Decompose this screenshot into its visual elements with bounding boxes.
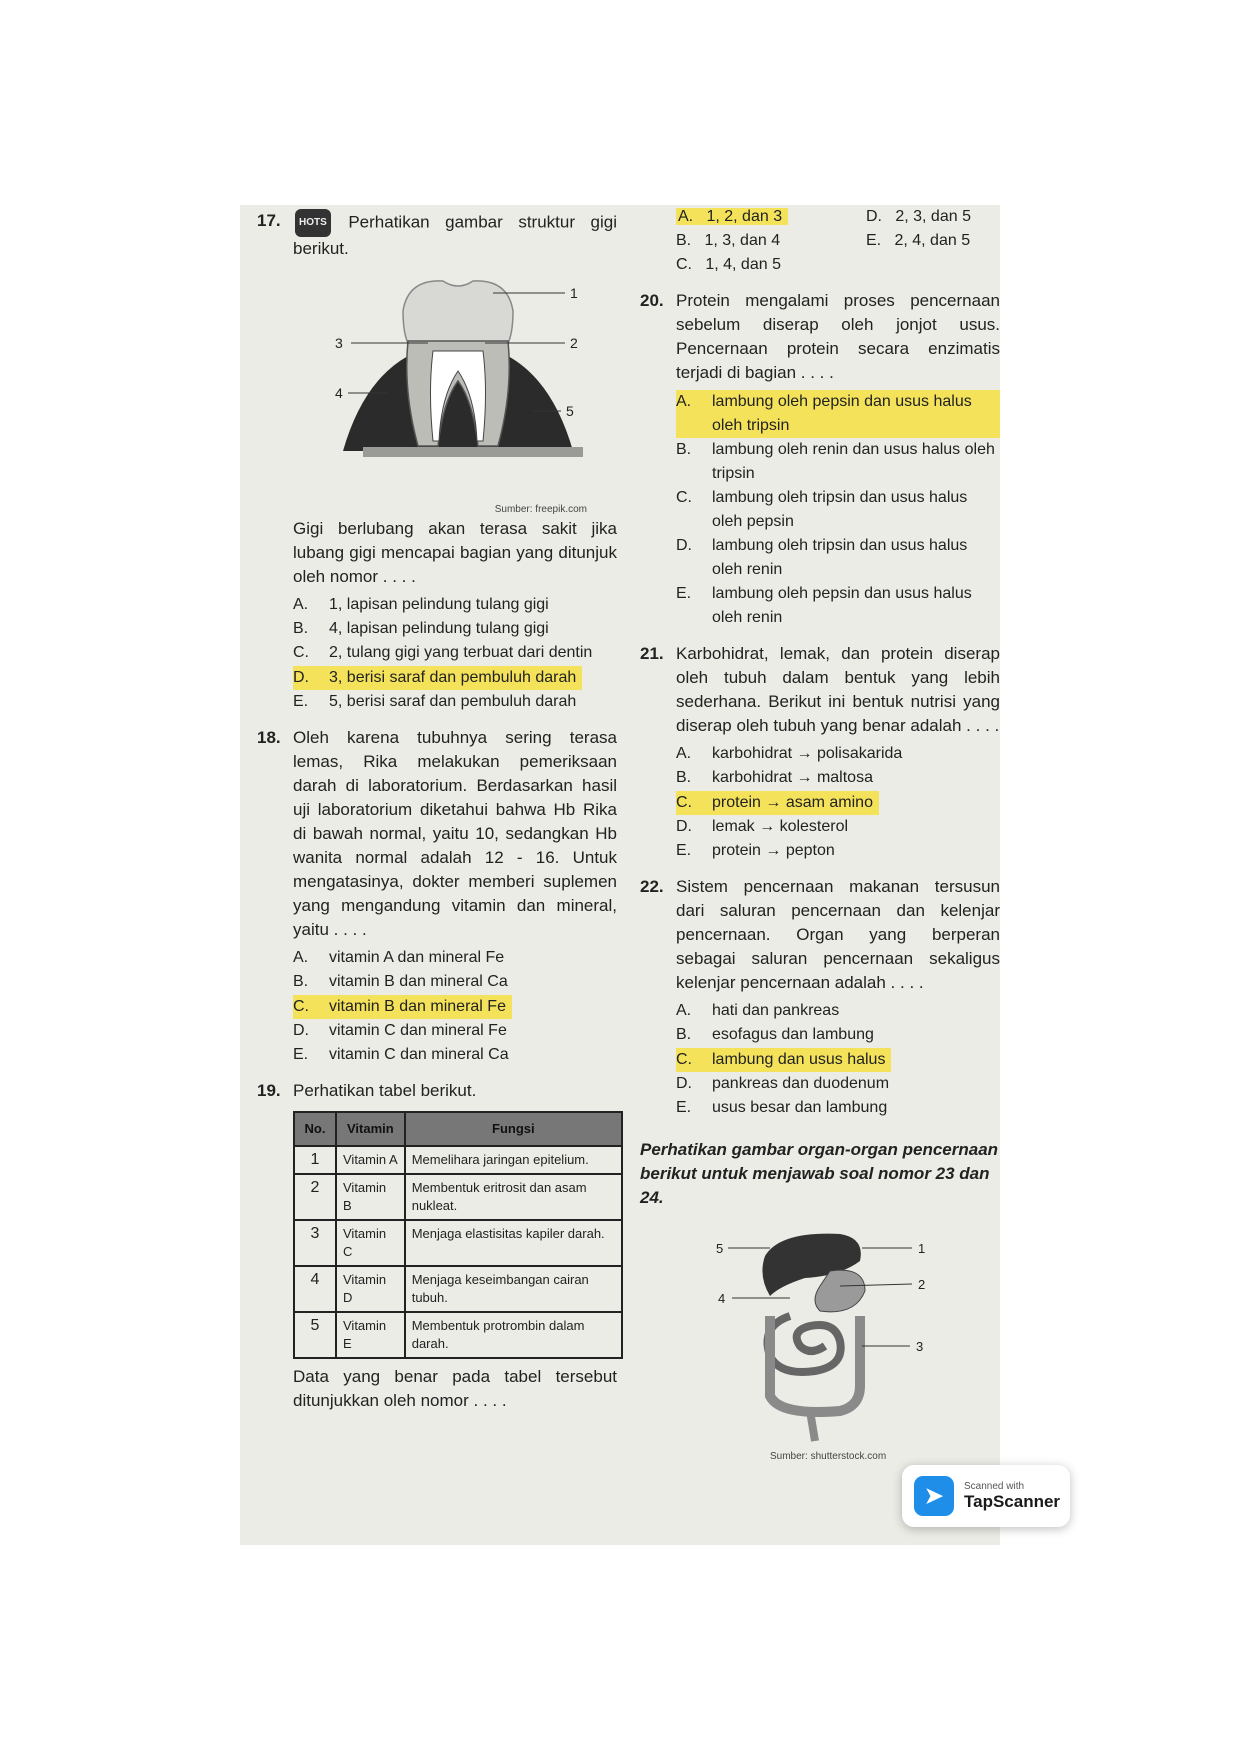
organ-label-3: 3 — [916, 1339, 924, 1354]
question-number: 18. — [257, 728, 281, 747]
option-letter: D. — [293, 669, 309, 686]
vitamin-table — [293, 1111, 623, 1359]
question-text: Oleh karena tubuhnya sering terasa lemas, Rika melakukan pemeriksaan darah di laboratorium. Berdasarkan hasil uji laboratorium diketahui bahwa Hb Rika di bawah normal, yaitu 10, sedangkan Hb wanita normal adalah 12 - 16. Untuk mengatasinya, dokter memberi suplemen yang mengandung vitamin dan mineral, yaitu . . . . — [293, 728, 617, 939]
option-b[interactable] — [676, 438, 1000, 486]
question-text: Perhatikan gambar struktur gigi berikut. — [293, 212, 617, 258]
option-letter: C. — [676, 1051, 692, 1068]
option-letter: B. — [676, 232, 692, 249]
option-e[interactable] — [676, 839, 1000, 863]
option-text: lambung dan usus halus — [712, 1051, 886, 1068]
tooth-label-4: 4 — [335, 385, 343, 401]
option-letter: A. — [678, 208, 694, 225]
option-text: karbohidrat → polisakarida — [712, 745, 903, 762]
table-row — [294, 1266, 622, 1312]
option-text: vitamin B dan mineral Fe — [329, 998, 506, 1015]
table-header-row — [294, 1112, 622, 1146]
column-header: Fungsi — [405, 1112, 622, 1146]
table-cell: Memelihara jaringan epitelium. — [405, 1146, 622, 1174]
question-number: 17. — [257, 211, 281, 230]
option-letter: C. — [293, 998, 309, 1015]
question-closing: Data yang benar pada tabel tersebut ditunjukkan oleh nomor . . . . — [293, 1367, 617, 1410]
table-row — [294, 1174, 622, 1220]
option-letter: E. — [676, 842, 692, 859]
question-21 — [640, 642, 1000, 863]
option-b[interactable] — [293, 617, 617, 641]
option-text: lambung oleh tripsin dan usus halus oleh renin — [712, 537, 968, 578]
options-list — [676, 999, 1000, 1120]
option-d[interactable] — [676, 1072, 1000, 1096]
options-list — [293, 946, 617, 1067]
option-e[interactable] — [293, 690, 617, 714]
table-cell: 3 — [294, 1220, 336, 1266]
option-text: esofagus dan lambung — [712, 1026, 874, 1043]
option-c[interactable] — [676, 486, 1000, 534]
option-c[interactable] — [676, 253, 866, 277]
option-b[interactable] — [293, 970, 617, 994]
watermark-small-text: Scanned with — [964, 1480, 1025, 1492]
option-text: hati dan pankreas — [712, 1002, 840, 1019]
table-cell: Membentuk protrombin dalam darah. — [405, 1312, 622, 1358]
option-letter: C. — [676, 256, 692, 273]
option-text: 1, 4, dan 5 — [705, 256, 781, 273]
option-letter: D. — [676, 537, 692, 554]
table-cell: Menjaga elastisitas kapiler darah. — [405, 1220, 622, 1266]
tooth-label-3: 3 — [335, 335, 343, 351]
option-letter: A. — [676, 1002, 692, 1019]
option-text: 2, tulang gigi yang terbuat dari dentin — [329, 644, 593, 661]
column-header: No. — [294, 1112, 336, 1146]
option-a[interactable] — [676, 742, 1000, 766]
table-row — [294, 1220, 622, 1266]
option-b[interactable] — [676, 766, 1000, 790]
option-letter: B. — [676, 1026, 692, 1043]
table-cell: Vitamin E — [336, 1312, 405, 1358]
option-text: lambung oleh pepsin dan usus halus oleh renin — [712, 585, 972, 626]
option-text: vitamin C dan mineral Fe — [329, 1022, 507, 1039]
question-19-options — [676, 205, 1000, 277]
option-letter: B. — [676, 769, 692, 786]
option-text: pankreas dan duodenum — [712, 1075, 890, 1092]
option-letter: E. — [293, 693, 309, 710]
option-letter: A. — [676, 393, 692, 410]
question-stem — [293, 209, 617, 261]
option-text: vitamin B dan mineral Ca — [329, 973, 508, 990]
option-a[interactable] — [293, 946, 617, 970]
option-text: 1, 2, dan 3 — [706, 208, 783, 225]
table-cell: Membentuk eritrosit dan asam nukleat. — [405, 1174, 622, 1220]
tooth-label-2: 2 — [570, 335, 578, 351]
option-text: protein → pepton — [712, 842, 835, 859]
organ-label-5: 5 — [716, 1241, 724, 1256]
option-c[interactable] — [293, 641, 617, 665]
table-cell: Vitamin D — [336, 1266, 405, 1312]
question-number: 21. — [640, 644, 664, 663]
option-text: lambung oleh tripsin dan usus halus oleh pepsin — [712, 489, 968, 530]
option-text: lambung oleh pepsin dan usus halus oleh tripsin — [712, 393, 972, 434]
option-letter: E. — [676, 1099, 692, 1116]
option-a[interactable] — [676, 999, 1000, 1023]
table-row — [294, 1312, 622, 1358]
option-text: vitamin C dan mineral Ca — [329, 1046, 509, 1063]
options-list — [676, 389, 1000, 630]
option-text: 2, 4, dan 5 — [894, 232, 971, 249]
option-letter: E. — [293, 1046, 309, 1063]
option-letter: C. — [293, 644, 309, 661]
table-cell: 5 — [294, 1312, 336, 1358]
table-cell: Vitamin A — [336, 1146, 405, 1174]
organ-label-4: 4 — [718, 1291, 726, 1306]
option-text: usus besar dan lambung — [712, 1099, 888, 1116]
question-text: Sistem pencernaan makanan tersusun dari saluran pencernaan dan kelenjar pencernaan. Organ yang berperan sebagai saluran pencernaan sekaligus kelenjar pencernaan adalah . . . . — [676, 877, 1000, 992]
option-text: 3, berisi saraf dan pembuluh darah — [329, 669, 577, 686]
table-cell: Vitamin C — [336, 1220, 405, 1266]
table-cell: Menjaga keseimbangan cairan tubuh. — [405, 1266, 622, 1312]
option-text: lambung oleh renin dan usus halus oleh tripsin — [712, 441, 995, 482]
organ-label-2: 2 — [918, 1277, 926, 1292]
table-row — [294, 1146, 622, 1174]
figure-source: Sumber: freepik.com — [494, 504, 587, 515]
option-text: 4, lapisan pelindung tulang gigi — [329, 620, 549, 637]
option-text: 1, 3, dan 4 — [704, 232, 781, 249]
option-text: protein → asam amino — [712, 794, 873, 811]
option-c-highlighted[interactable] — [676, 791, 879, 815]
option-d[interactable] — [676, 815, 1000, 839]
option-text: 1, lapisan pelindung tulang gigi — [329, 596, 549, 613]
option-letter: A. — [293, 949, 309, 966]
organ-figure-source: Sumber: shutterstock.com — [770, 1451, 887, 1462]
option-text: lemak → kolesterol — [712, 818, 849, 835]
digestive-organs-diagram — [640, 1216, 970, 1446]
option-e[interactable] — [676, 582, 1000, 630]
hots-badge: HOTS — [295, 209, 331, 237]
option-a-highlighted[interactable] — [676, 390, 1000, 438]
option-letter: C. — [676, 794, 692, 811]
tooth-structure-diagram — [293, 271, 613, 491]
option-a[interactable] — [293, 593, 617, 617]
option-d[interactable] — [676, 534, 1000, 582]
option-letter: C. — [676, 489, 692, 506]
question-19 — [257, 1079, 617, 1413]
option-letter: B. — [293, 620, 309, 637]
column-header: Vitamin — [336, 1112, 405, 1146]
option-d[interactable] — [293, 1019, 617, 1043]
question-text: Perhatikan tabel berikut. — [293, 1081, 477, 1100]
option-d[interactable] — [866, 205, 1000, 229]
option-c-highlighted[interactable] — [293, 995, 512, 1019]
table-cell: 4 — [294, 1266, 336, 1312]
question-number: 22. — [640, 877, 664, 896]
option-letter: B. — [293, 973, 309, 990]
question-18 — [257, 726, 617, 1067]
option-letter: B. — [676, 441, 692, 458]
question-22 — [640, 875, 1000, 1120]
tapscanner-logo-icon: ➤ — [914, 1476, 954, 1516]
question-text: Protein mengalami proses pencernaan sebelum diserap oleh jonjot usus. Pencernaan protein secara enzimatis terjadi di bagian . . . . — [676, 291, 1000, 382]
option-a-highlighted[interactable] — [676, 205, 866, 229]
question-number: 19. — [257, 1081, 281, 1100]
option-text: 2, 3, dan 5 — [895, 208, 971, 225]
tooth-label-1: 1 — [570, 285, 578, 301]
option-e[interactable] — [866, 229, 1000, 253]
option-text: vitamin A dan mineral Fe — [329, 949, 505, 966]
option-e[interactable] — [293, 1043, 617, 1067]
option-letter: A. — [293, 596, 309, 613]
question-stem-b: Gigi berlubang akan terasa sakit jika lubang gigi mencapai bagian yang ditunjuk oleh nomor . . . . — [293, 519, 617, 586]
scanned-page — [240, 205, 1000, 1545]
option-b[interactable] — [676, 1023, 1000, 1047]
option-text: 5, berisi saraf dan pembuluh darah — [329, 693, 577, 710]
option-letter: A. — [676, 745, 692, 762]
tooth-figure — [293, 271, 617, 515]
option-letter: E. — [676, 585, 692, 602]
question-text: Karbohidrat, lemak, dan protein diserap oleh tubuh dalam bentuk yang lebih sederhana. Berikut ini bentuk nutrisi yang diserap oleh tubuh yang benar adalah . . . . — [676, 644, 1000, 735]
option-letter: D. — [866, 208, 882, 225]
question-17 — [257, 209, 617, 714]
question-20 — [640, 289, 1000, 630]
tooth-label-5: 5 — [566, 403, 574, 419]
organ-label-1: 1 — [918, 1241, 926, 1256]
watermark-brand-text: TapScanner — [964, 1491, 1061, 1511]
table-cell: Vitamin B — [336, 1174, 405, 1220]
options-list — [676, 742, 1000, 863]
option-text: karbohidrat → maltosa — [712, 769, 873, 786]
option-b[interactable] — [676, 229, 866, 253]
table-cell: 1 — [294, 1146, 336, 1174]
question-number: 20. — [640, 291, 664, 310]
option-c-highlighted[interactable] — [676, 1048, 891, 1072]
option-letter: E. — [866, 232, 882, 249]
option-e[interactable] — [676, 1096, 1000, 1120]
option-letter: D. — [676, 1075, 692, 1092]
right-column — [640, 205, 1000, 1462]
table-cell: 2 — [294, 1174, 336, 1220]
option-letter: D. — [676, 818, 692, 835]
tapscanner-watermark — [902, 1465, 1070, 1527]
left-column — [257, 205, 617, 1413]
organ-figure-instruction: Perhatikan gambar organ-organ pencernaan berikut untuk menjawab soal nomor 23 dan 24. — [640, 1140, 999, 1207]
option-d-highlighted[interactable] — [293, 666, 582, 690]
options-list — [293, 593, 617, 714]
option-letter: D. — [293, 1022, 309, 1039]
